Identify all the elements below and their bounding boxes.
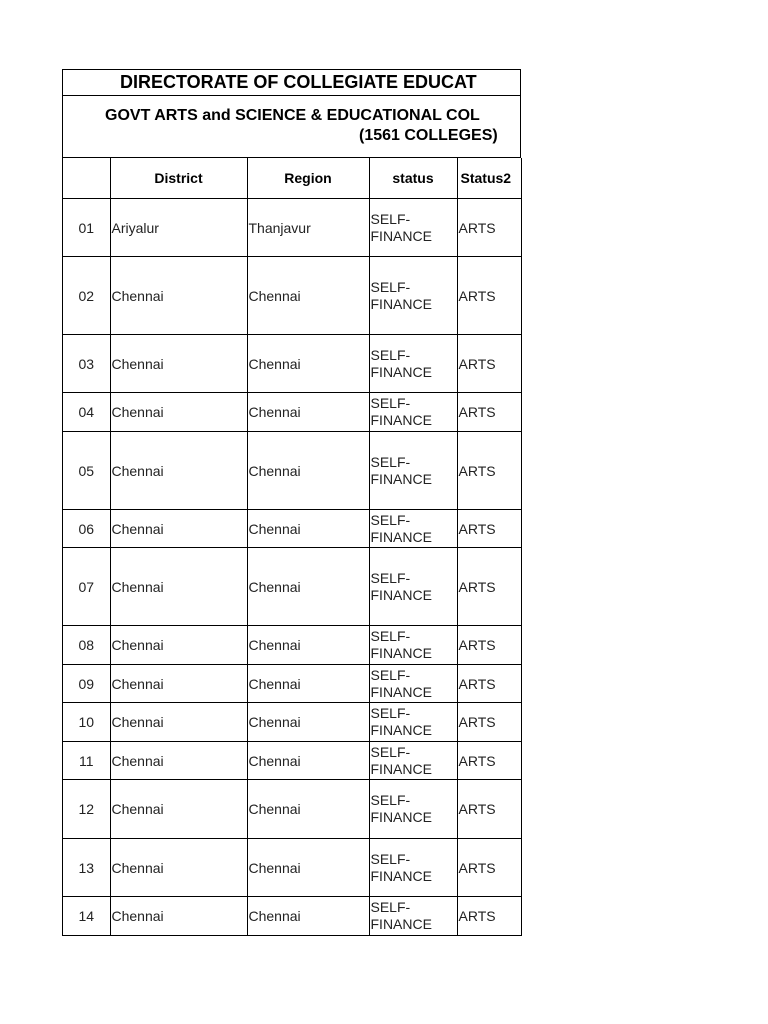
spreadsheet-page: [62, 69, 521, 936]
status-cell: SELF-FINANCE: [369, 257, 457, 335]
status-cell: SELF-FINANCE: [369, 432, 457, 510]
row-number-cell: 02: [63, 257, 110, 335]
table-row: [63, 199, 521, 257]
region-cell: Chennai: [247, 510, 369, 548]
status2-cell: ARTS: [457, 703, 521, 742]
status2-cell: ARTS: [457, 199, 521, 257]
document-title: DIRECTORATE OF COLLEGIATE EDUCAT: [63, 70, 521, 96]
status-cell: SELF-FINANCE: [369, 780, 457, 839]
district-cell: Chennai: [110, 839, 247, 897]
status-cell: SELF-FINANCE: [369, 199, 457, 257]
table-row: [63, 626, 521, 665]
subtitle-line-1: GOVT ARTS and SCIENCE & EDUCATIONAL COL: [105, 107, 480, 124]
document-subtitle: [63, 96, 521, 158]
status2-cell: ARTS: [457, 393, 521, 432]
table-row: [63, 742, 521, 780]
column-header-status: status: [369, 158, 457, 199]
row-number-cell: 14: [63, 897, 110, 936]
district-cell: Chennai: [110, 780, 247, 839]
table-row: [63, 548, 521, 626]
table-row: [63, 335, 521, 393]
table-body: [63, 199, 521, 936]
column-header-region: Region: [247, 158, 369, 199]
table-row: [63, 780, 521, 839]
district-cell: Chennai: [110, 335, 247, 393]
column-header-number: [63, 158, 110, 199]
district-cell: Chennai: [110, 703, 247, 742]
table-header-row: [63, 158, 521, 199]
row-number-cell: 06: [63, 510, 110, 548]
status-cell: SELF-FINANCE: [369, 665, 457, 703]
status2-cell: ARTS: [457, 335, 521, 393]
district-cell: Chennai: [110, 897, 247, 936]
row-number-cell: 08: [63, 626, 110, 665]
row-number-cell: 03: [63, 335, 110, 393]
region-cell: Chennai: [247, 626, 369, 665]
status-cell: SELF-FINANCE: [369, 839, 457, 897]
status-cell: SELF-FINANCE: [369, 897, 457, 936]
region-cell: Chennai: [247, 257, 369, 335]
status-cell: SELF-FINANCE: [369, 742, 457, 780]
district-cell: Chennai: [110, 393, 247, 432]
table-row: [63, 897, 521, 936]
row-number-cell: 09: [63, 665, 110, 703]
status2-cell: ARTS: [457, 432, 521, 510]
status2-cell: ARTS: [457, 257, 521, 335]
district-cell: Ariyalur: [110, 199, 247, 257]
row-number-cell: 12: [63, 780, 110, 839]
status-cell: SELF-FINANCE: [369, 393, 457, 432]
row-number-cell: 01: [63, 199, 110, 257]
district-cell: Chennai: [110, 257, 247, 335]
status-cell: SELF-FINANCE: [369, 703, 457, 742]
status-cell: SELF-FINANCE: [369, 548, 457, 626]
row-number-cell: 13: [63, 839, 110, 897]
row-number-cell: 07: [63, 548, 110, 626]
district-cell: Chennai: [110, 432, 247, 510]
table-row: [63, 432, 521, 510]
table-row: [63, 510, 521, 548]
region-cell: Chennai: [247, 780, 369, 839]
region-cell: Thanjavur: [247, 199, 369, 257]
district-cell: Chennai: [110, 742, 247, 780]
region-cell: Chennai: [247, 548, 369, 626]
status2-cell: ARTS: [457, 665, 521, 703]
district-cell: Chennai: [110, 548, 247, 626]
row-number-cell: 04: [63, 393, 110, 432]
row-number-cell: 11: [63, 742, 110, 780]
region-cell: Chennai: [247, 742, 369, 780]
region-cell: Chennai: [247, 393, 369, 432]
column-header-district: District: [110, 158, 247, 199]
status2-cell: ARTS: [457, 742, 521, 780]
region-cell: Chennai: [247, 432, 369, 510]
district-cell: Chennai: [110, 665, 247, 703]
district-cell: Chennai: [110, 626, 247, 665]
row-number-cell: 05: [63, 432, 110, 510]
colleges-table: [63, 158, 522, 936]
status2-cell: ARTS: [457, 626, 521, 665]
status-cell: SELF-FINANCE: [369, 510, 457, 548]
district-cell: Chennai: [110, 510, 247, 548]
column-header-status2: Status2: [457, 158, 521, 199]
region-cell: Chennai: [247, 335, 369, 393]
region-cell: Chennai: [247, 665, 369, 703]
table-row: [63, 257, 521, 335]
status-cell: SELF-FINANCE: [369, 335, 457, 393]
table-row: [63, 839, 521, 897]
status2-cell: ARTS: [457, 548, 521, 626]
region-cell: Chennai: [247, 897, 369, 936]
subtitle-line-2: (1561 COLLEGES): [359, 127, 498, 144]
status2-cell: ARTS: [457, 839, 521, 897]
status2-cell: ARTS: [457, 510, 521, 548]
row-number-cell: 10: [63, 703, 110, 742]
region-cell: Chennai: [247, 839, 369, 897]
table-row: [63, 393, 521, 432]
table-row: [63, 703, 521, 742]
region-cell: Chennai: [247, 703, 369, 742]
status-cell: SELF-FINANCE: [369, 626, 457, 665]
status2-cell: ARTS: [457, 780, 521, 839]
status2-cell: ARTS: [457, 897, 521, 936]
table-row: [63, 665, 521, 703]
